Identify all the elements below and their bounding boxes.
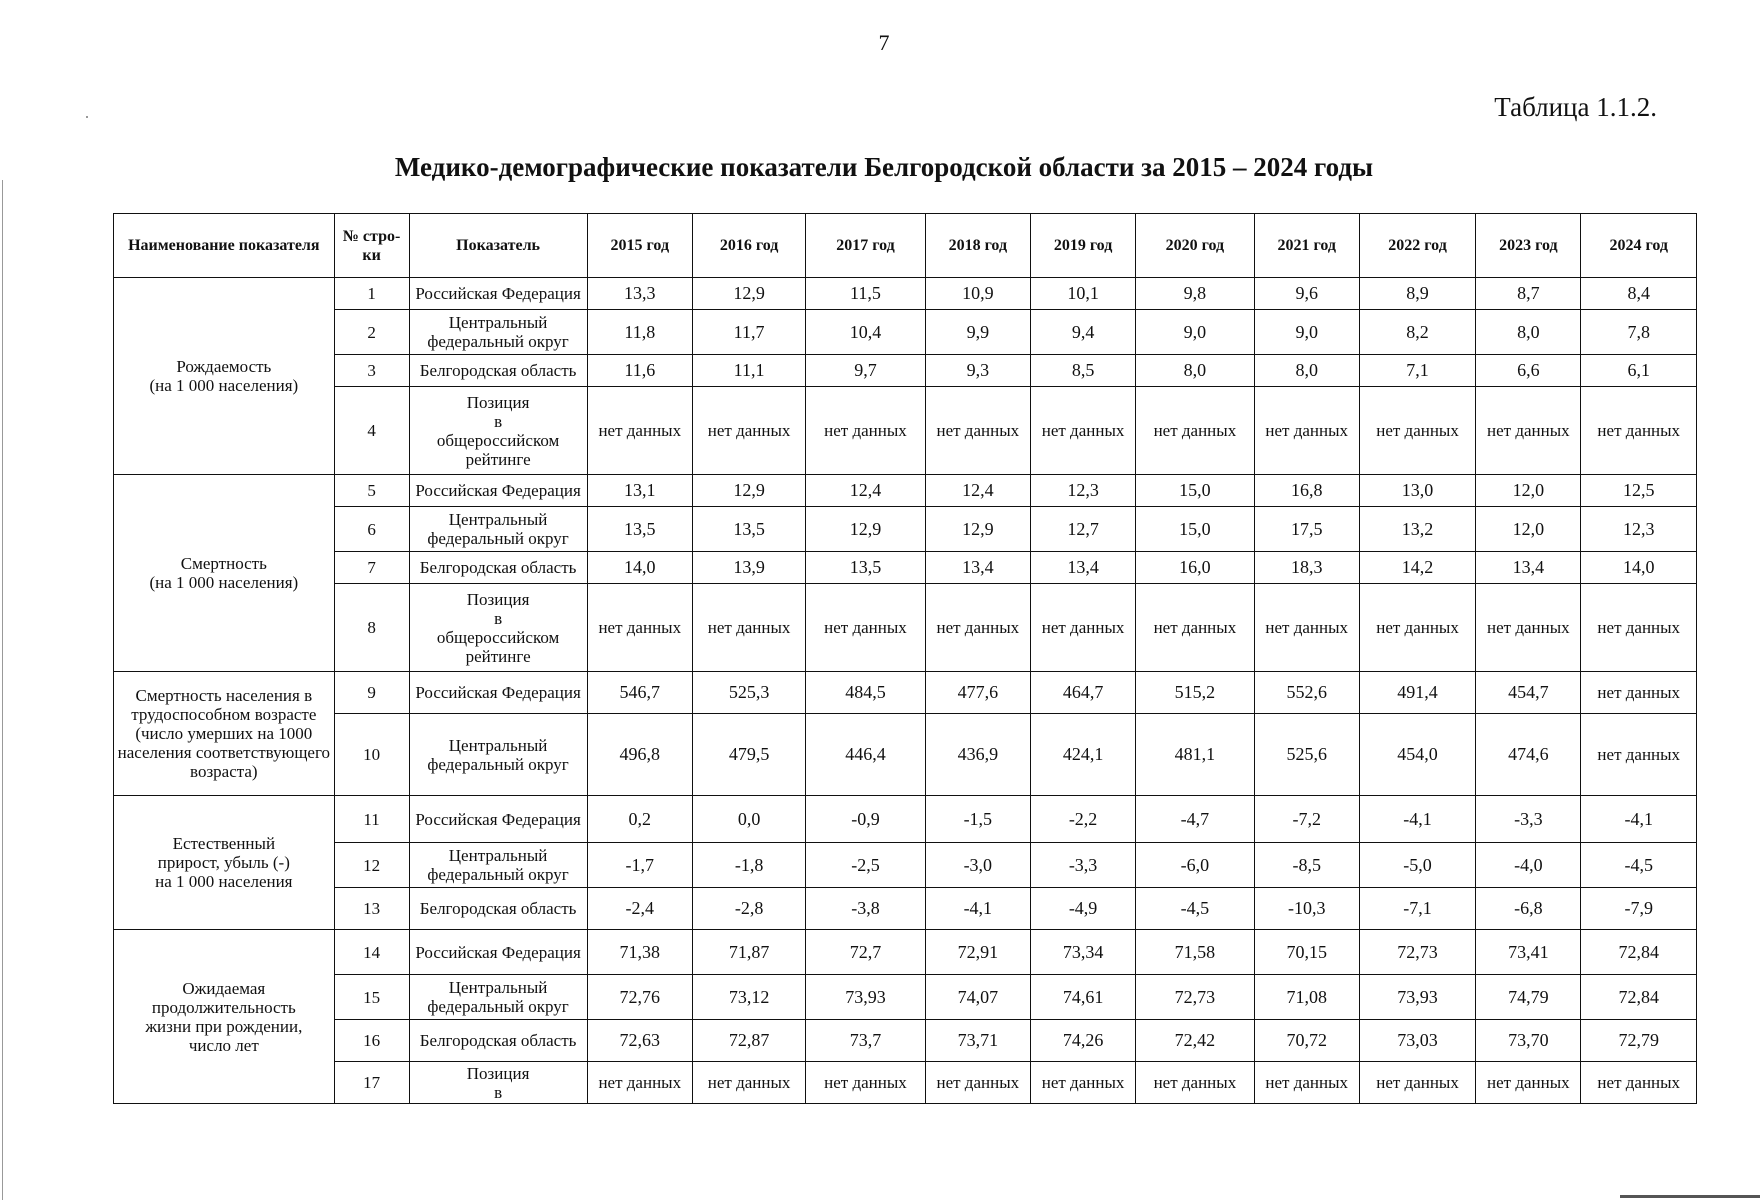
table-row [114, 278, 1697, 310]
indicator-cell: Позиция в общероссийском рейтинге [409, 584, 587, 672]
value-cell: -6,0 [1136, 843, 1254, 888]
value-cell: 9,0 [1136, 310, 1254, 355]
value-cell: 18,3 [1254, 552, 1359, 584]
value-cell: 9,3 [925, 355, 1030, 387]
value-cell: 14,2 [1359, 552, 1475, 584]
indicator-cell: Центральный федеральный округ [409, 507, 587, 552]
value-cell: 8,9 [1359, 278, 1475, 310]
row-number-cell: 9 [334, 672, 409, 714]
table-row [114, 672, 1697, 714]
table-row [114, 355, 1697, 387]
value-cell: 0,2 [587, 796, 692, 843]
value-cell: 477,6 [925, 672, 1030, 714]
row-number-cell: 15 [334, 975, 409, 1020]
value-cell: 11,6 [587, 355, 692, 387]
value-cell: 12,9 [806, 507, 925, 552]
indicator-cell: Белгородская область [409, 888, 587, 930]
value-cell: 525,3 [692, 672, 805, 714]
row-number-cell: 14 [334, 930, 409, 975]
value-cell: нет данных [587, 1062, 692, 1104]
header-year: 2016 год [692, 214, 805, 278]
value-cell: 17,5 [1254, 507, 1359, 552]
value-cell: 13,4 [1030, 552, 1135, 584]
value-cell: нет данных [1476, 584, 1581, 672]
value-cell: нет данных [925, 584, 1030, 672]
value-cell: 72,91 [925, 930, 1030, 975]
value-cell: -8,5 [1254, 843, 1359, 888]
value-cell: нет данных [692, 387, 805, 475]
value-cell: -7,9 [1581, 888, 1697, 930]
header-row [114, 214, 1697, 278]
table-label: Таблица 1.1.2. [1494, 92, 1657, 122]
value-cell: -3,8 [806, 888, 925, 930]
value-cell: 12,9 [692, 278, 805, 310]
value-cell: 73,12 [692, 975, 805, 1020]
value-cell: нет данных [1030, 387, 1135, 475]
value-cell: 6,1 [1581, 355, 1697, 387]
value-cell: -4,0 [1476, 843, 1581, 888]
value-cell: 8,5 [1030, 355, 1135, 387]
value-cell: 12,0 [1476, 507, 1581, 552]
value-cell: -10,3 [1254, 888, 1359, 930]
value-cell: 436,9 [925, 714, 1030, 796]
value-cell: -2,2 [1030, 796, 1135, 843]
value-cell: 11,7 [692, 310, 805, 355]
table-row [114, 310, 1697, 355]
value-cell: -0,9 [806, 796, 925, 843]
value-cell: 12,5 [1581, 475, 1697, 507]
value-cell: 9,9 [925, 310, 1030, 355]
value-cell: нет данных [1581, 1062, 1697, 1104]
value-cell: -5,0 [1359, 843, 1475, 888]
value-cell: нет данных [1254, 584, 1359, 672]
value-cell: 74,79 [1476, 975, 1581, 1020]
value-cell: 481,1 [1136, 714, 1254, 796]
value-cell: 13,5 [806, 552, 925, 584]
header-year: 2023 год [1476, 214, 1581, 278]
indicator-cell: Российская Федерация [409, 672, 587, 714]
row-number-cell: 1 [334, 278, 409, 310]
value-cell: 9,7 [806, 355, 925, 387]
value-cell: -4,1 [925, 888, 1030, 930]
indicator-cell: Позиция в [409, 1062, 587, 1104]
value-cell: нет данных [1136, 387, 1254, 475]
value-cell: 7,1 [1359, 355, 1475, 387]
value-cell: -3,3 [1476, 796, 1581, 843]
value-cell: нет данных [925, 387, 1030, 475]
table-row [114, 475, 1697, 507]
group-name-cell: Естественный прирост, убыль (-) на 1 000 населения [114, 796, 335, 930]
value-cell: 13,5 [587, 507, 692, 552]
value-cell: нет данных [1254, 387, 1359, 475]
header-year: 2015 год [587, 214, 692, 278]
value-cell: -4,5 [1136, 888, 1254, 930]
value-cell: 479,5 [692, 714, 805, 796]
value-cell: 72,84 [1581, 975, 1697, 1020]
header-year: 2020 год [1136, 214, 1254, 278]
value-cell: 15,0 [1136, 507, 1254, 552]
value-cell: 446,4 [806, 714, 925, 796]
scan-bottom-edge [1620, 1195, 1760, 1198]
value-cell: 8,2 [1359, 310, 1475, 355]
value-cell: 464,7 [1030, 672, 1135, 714]
value-cell: 13,4 [925, 552, 1030, 584]
value-cell: 16,0 [1136, 552, 1254, 584]
value-cell: 73,41 [1476, 930, 1581, 975]
row-number-cell: 13 [334, 888, 409, 930]
row-number-cell: 3 [334, 355, 409, 387]
value-cell: 0,0 [692, 796, 805, 843]
value-cell: нет данных [1359, 387, 1475, 475]
value-cell: 73,34 [1030, 930, 1135, 975]
value-cell: 424,1 [1030, 714, 1135, 796]
value-cell: 11,5 [806, 278, 925, 310]
value-cell: 8,0 [1254, 355, 1359, 387]
value-cell: 9,0 [1254, 310, 1359, 355]
value-cell: нет данных [692, 1062, 805, 1104]
value-cell: -4,1 [1581, 796, 1697, 843]
value-cell: 73,03 [1359, 1020, 1475, 1062]
value-cell: 72,73 [1359, 930, 1475, 975]
value-cell: 72,7 [806, 930, 925, 975]
value-cell: 12,3 [1030, 475, 1135, 507]
value-cell: 10,4 [806, 310, 925, 355]
indicator-cell: Центральный федеральный округ [409, 975, 587, 1020]
value-cell: 12,7 [1030, 507, 1135, 552]
value-cell: 12,3 [1581, 507, 1697, 552]
table-row [114, 552, 1697, 584]
value-cell: 73,93 [1359, 975, 1475, 1020]
value-cell: 9,4 [1030, 310, 1135, 355]
value-cell: 12,4 [806, 475, 925, 507]
value-cell: нет данных [1581, 714, 1697, 796]
row-number-cell: 10 [334, 714, 409, 796]
value-cell: 14,0 [587, 552, 692, 584]
value-cell: 484,5 [806, 672, 925, 714]
value-cell: -3,3 [1030, 843, 1135, 888]
indicator-cell: Российская Федерация [409, 796, 587, 843]
value-cell: 72,79 [1581, 1020, 1697, 1062]
value-cell: 12,0 [1476, 475, 1581, 507]
header-indicator: Показатель [409, 214, 587, 278]
value-cell: 8,7 [1476, 278, 1581, 310]
table-row [114, 507, 1697, 552]
header-year: 2019 год [1030, 214, 1135, 278]
value-cell: -6,8 [1476, 888, 1581, 930]
indicator-cell: Центральный федеральный округ [409, 714, 587, 796]
value-cell: -1,5 [925, 796, 1030, 843]
indicator-cell: Центральный федеральный округ [409, 843, 587, 888]
group-name-cell: Смертность населения в трудоспособном возрасте (число умерших на 1000 населения соответствующего возраста) [114, 672, 335, 796]
value-cell: 71,08 [1254, 975, 1359, 1020]
value-cell: 70,15 [1254, 930, 1359, 975]
indicator-cell: Центральный федеральный округ [409, 310, 587, 355]
indicator-cell: Российская Федерация [409, 475, 587, 507]
value-cell: -2,4 [587, 888, 692, 930]
value-cell: 71,58 [1136, 930, 1254, 975]
value-cell: -3,0 [925, 843, 1030, 888]
value-cell: нет данных [1581, 672, 1697, 714]
value-cell: 546,7 [587, 672, 692, 714]
table-row [114, 584, 1697, 672]
value-cell: -1,8 [692, 843, 805, 888]
value-cell: 6,6 [1476, 355, 1581, 387]
table-row [114, 888, 1697, 930]
row-number-cell: 4 [334, 387, 409, 475]
value-cell: нет данных [1254, 1062, 1359, 1104]
value-cell: 73,70 [1476, 1020, 1581, 1062]
demographics-table [113, 213, 1697, 1104]
value-cell: 13,2 [1359, 507, 1475, 552]
value-cell: 70,72 [1254, 1020, 1359, 1062]
value-cell: 9,8 [1136, 278, 1254, 310]
header-year: 2024 год [1581, 214, 1697, 278]
value-cell: нет данных [1581, 387, 1697, 475]
value-cell: 10,9 [925, 278, 1030, 310]
value-cell: 8,4 [1581, 278, 1697, 310]
value-cell: 71,38 [587, 930, 692, 975]
table-row [114, 843, 1697, 888]
value-cell: -4,9 [1030, 888, 1135, 930]
value-cell: 15,0 [1136, 475, 1254, 507]
value-cell: 12,9 [692, 475, 805, 507]
value-cell: 13,4 [1476, 552, 1581, 584]
row-number-cell: 16 [334, 1020, 409, 1062]
value-cell: 74,26 [1030, 1020, 1135, 1062]
table-row [114, 796, 1697, 843]
value-cell: 12,4 [925, 475, 1030, 507]
value-cell: 10,1 [1030, 278, 1135, 310]
indicator-cell: Белгородская область [409, 355, 587, 387]
value-cell: 13,5 [692, 507, 805, 552]
value-cell: 454,0 [1359, 714, 1475, 796]
table-row [114, 1020, 1697, 1062]
value-cell: 9,6 [1254, 278, 1359, 310]
value-cell: нет данных [1476, 1062, 1581, 1104]
row-number-cell: 2 [334, 310, 409, 355]
value-cell: -1,7 [587, 843, 692, 888]
value-cell: нет данных [806, 387, 925, 475]
value-cell: 13,3 [587, 278, 692, 310]
value-cell: нет данных [925, 1062, 1030, 1104]
value-cell: 73,93 [806, 975, 925, 1020]
value-cell: нет данных [1359, 1062, 1475, 1104]
value-cell: 16,8 [1254, 475, 1359, 507]
value-cell: -2,8 [692, 888, 805, 930]
value-cell: нет данных [1030, 584, 1135, 672]
table-row [114, 1062, 1697, 1104]
value-cell: 73,71 [925, 1020, 1030, 1062]
value-cell: 13,9 [692, 552, 805, 584]
header-year: 2017 год [806, 214, 925, 278]
value-cell: 525,6 [1254, 714, 1359, 796]
value-cell: 14,0 [1581, 552, 1697, 584]
value-cell: 72,63 [587, 1020, 692, 1062]
value-cell: нет данных [587, 584, 692, 672]
value-cell: -4,5 [1581, 843, 1697, 888]
value-cell: -4,1 [1359, 796, 1475, 843]
table-row [114, 930, 1697, 975]
header-name: Наименование показателя [114, 214, 335, 278]
header-year: 2021 год [1254, 214, 1359, 278]
row-number-cell: 6 [334, 507, 409, 552]
value-cell: нет данных [1359, 584, 1475, 672]
value-cell: 72,76 [587, 975, 692, 1020]
page-number: 7 [878, 30, 890, 55]
value-cell: 71,87 [692, 930, 805, 975]
value-cell: нет данных [1136, 1062, 1254, 1104]
indicator-cell: Белгородская область [409, 552, 587, 584]
indicator-cell: Российская Федерация [409, 930, 587, 975]
value-cell: нет данных [1476, 387, 1581, 475]
table-row [114, 387, 1697, 475]
indicator-cell: Российская Федерация [409, 278, 587, 310]
value-cell: -7,2 [1254, 796, 1359, 843]
value-cell: нет данных [1581, 584, 1697, 672]
scan-left-edge [2, 180, 3, 1200]
value-cell: 496,8 [587, 714, 692, 796]
header-row-number: № стро-ки [334, 214, 409, 278]
value-cell: 11,8 [587, 310, 692, 355]
value-cell: 13,0 [1359, 475, 1475, 507]
value-cell: 72,87 [692, 1020, 805, 1062]
value-cell: нет данных [806, 584, 925, 672]
row-number-cell: 8 [334, 584, 409, 672]
value-cell: 72,73 [1136, 975, 1254, 1020]
value-cell: 74,61 [1030, 975, 1135, 1020]
indicator-cell: Позиция в общероссийском рейтинге [409, 387, 587, 475]
value-cell: 552,6 [1254, 672, 1359, 714]
row-number-cell: 12 [334, 843, 409, 888]
row-number-cell: 5 [334, 475, 409, 507]
group-name-cell: Рождаемость (на 1 000 населения) [114, 278, 335, 475]
value-cell: 73,7 [806, 1020, 925, 1062]
group-name-cell: Смертность (на 1 000 населения) [114, 475, 335, 672]
value-cell: 11,1 [692, 355, 805, 387]
value-cell: 8,0 [1136, 355, 1254, 387]
value-cell: нет данных [806, 1062, 925, 1104]
value-cell: -2,5 [806, 843, 925, 888]
header-year: 2018 год [925, 214, 1030, 278]
value-cell: 491,4 [1359, 672, 1475, 714]
value-cell: 72,42 [1136, 1020, 1254, 1062]
value-cell: 13,1 [587, 475, 692, 507]
value-cell: 474,6 [1476, 714, 1581, 796]
row-number-cell: 11 [334, 796, 409, 843]
value-cell: нет данных [587, 387, 692, 475]
value-cell: 8,0 [1476, 310, 1581, 355]
value-cell: 515,2 [1136, 672, 1254, 714]
row-number-cell: 7 [334, 552, 409, 584]
value-cell: нет данных [692, 584, 805, 672]
document-title: Медико-демографические показатели Белгородской области за 2015 – 2024 годы [394, 152, 1374, 182]
indicator-cell: Белгородская область [409, 1020, 587, 1062]
table-row [114, 975, 1697, 1020]
row-number-cell: 17 [334, 1062, 409, 1104]
value-cell: 72,84 [1581, 930, 1697, 975]
value-cell: нет данных [1030, 1062, 1135, 1104]
group-name-cell: Ожидаемая продолжительность жизни при рождении, число лет [114, 930, 335, 1104]
value-cell: 12,9 [925, 507, 1030, 552]
scan-speck [86, 116, 88, 118]
table-row [114, 714, 1697, 796]
value-cell: -7,1 [1359, 888, 1475, 930]
header-year: 2022 год [1359, 214, 1475, 278]
value-cell: 74,07 [925, 975, 1030, 1020]
value-cell: -4,7 [1136, 796, 1254, 843]
value-cell: 7,8 [1581, 310, 1697, 355]
value-cell: 454,7 [1476, 672, 1581, 714]
value-cell: нет данных [1136, 584, 1254, 672]
